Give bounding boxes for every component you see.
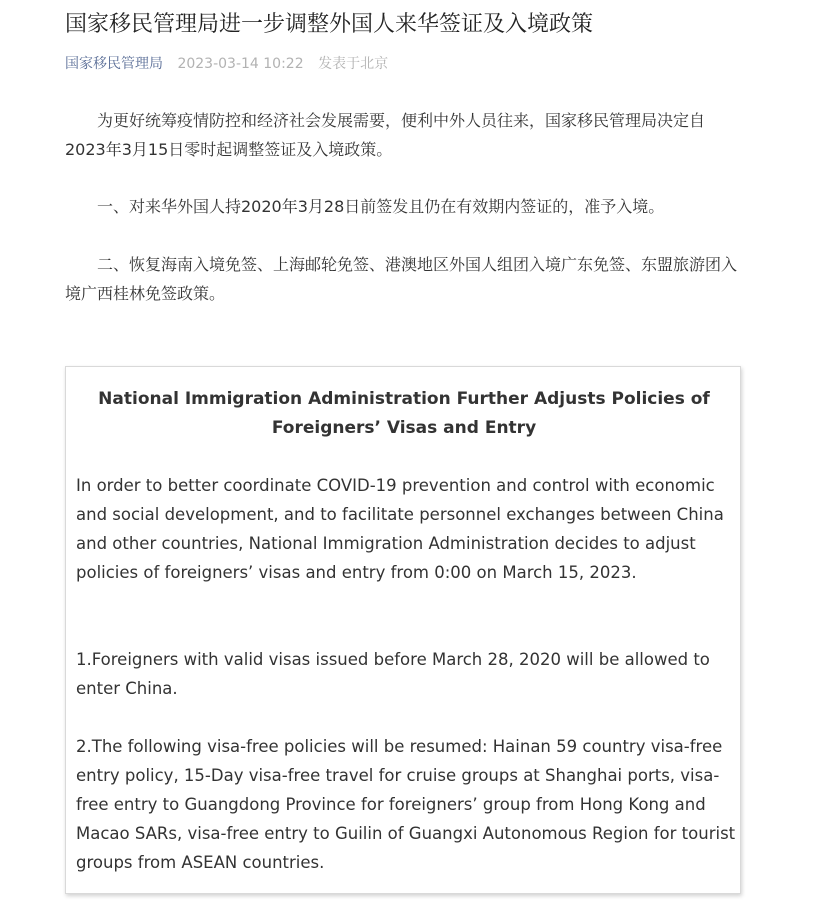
publish-location: 发表于北京	[318, 56, 389, 72]
english-paragraph-item-2: 2.The following visa-free policies will be resumed: Hainan 59 country visa-free entry policy, 15-Day visa-free travel for cruise groups at Shanghai ports, visa-free entry to Guangdong Province for foreigners’ group from Hong Kong and Macao SARs, visa-free entry to Guilin of Guangxi Autonomous Region for tourist groups from ASEAN countries.	[76, 737, 736, 872]
english-paragraph-item-1: 1.Foreigners with valid visas issued before March 28, 2020 will be allowed to enter China.	[76, 650, 710, 698]
publish-time: 2023-03-14 10:22	[177, 56, 304, 72]
paragraph-item-2: 二、恢复海南入境免签、上海邮轮免签、港澳地区外国人组团入境广东免签、东盟旅游团入境广西桂林免签政策。	[65, 255, 738, 303]
paragraph-item-1: 一、对来华外国人持2020年3月28日前签发且仍在有效期内签证的，准予入境。	[97, 197, 665, 216]
article-meta	[65, 52, 388, 76]
english-title: National Immigration Administration Further Adjusts Policies of Foreigners’ Visas and Entry	[98, 389, 710, 438]
english-translation-box	[65, 366, 741, 894]
english-paragraph-intro: In order to better coordinate COVID-19 prevention and control with economic and social development, and to facilitate personnel exchanges between China and other countries, National Immigration Administration decides to adjust policies of foreigners’ visas and entry from 0:00 on March 15, 2023.	[76, 476, 724, 582]
paragraph-intro: 为更好统筹疫情防控和经济社会发展需要，便利中外人员往来，国家移民管理局决定自2023年3月15日零时起调整签证及入境政策。	[65, 111, 706, 159]
source-link[interactable]: 国家移民管理局	[65, 56, 163, 72]
article-title: 国家移民管理局进一步调整外国人来华签证及入境政策	[65, 12, 594, 37]
